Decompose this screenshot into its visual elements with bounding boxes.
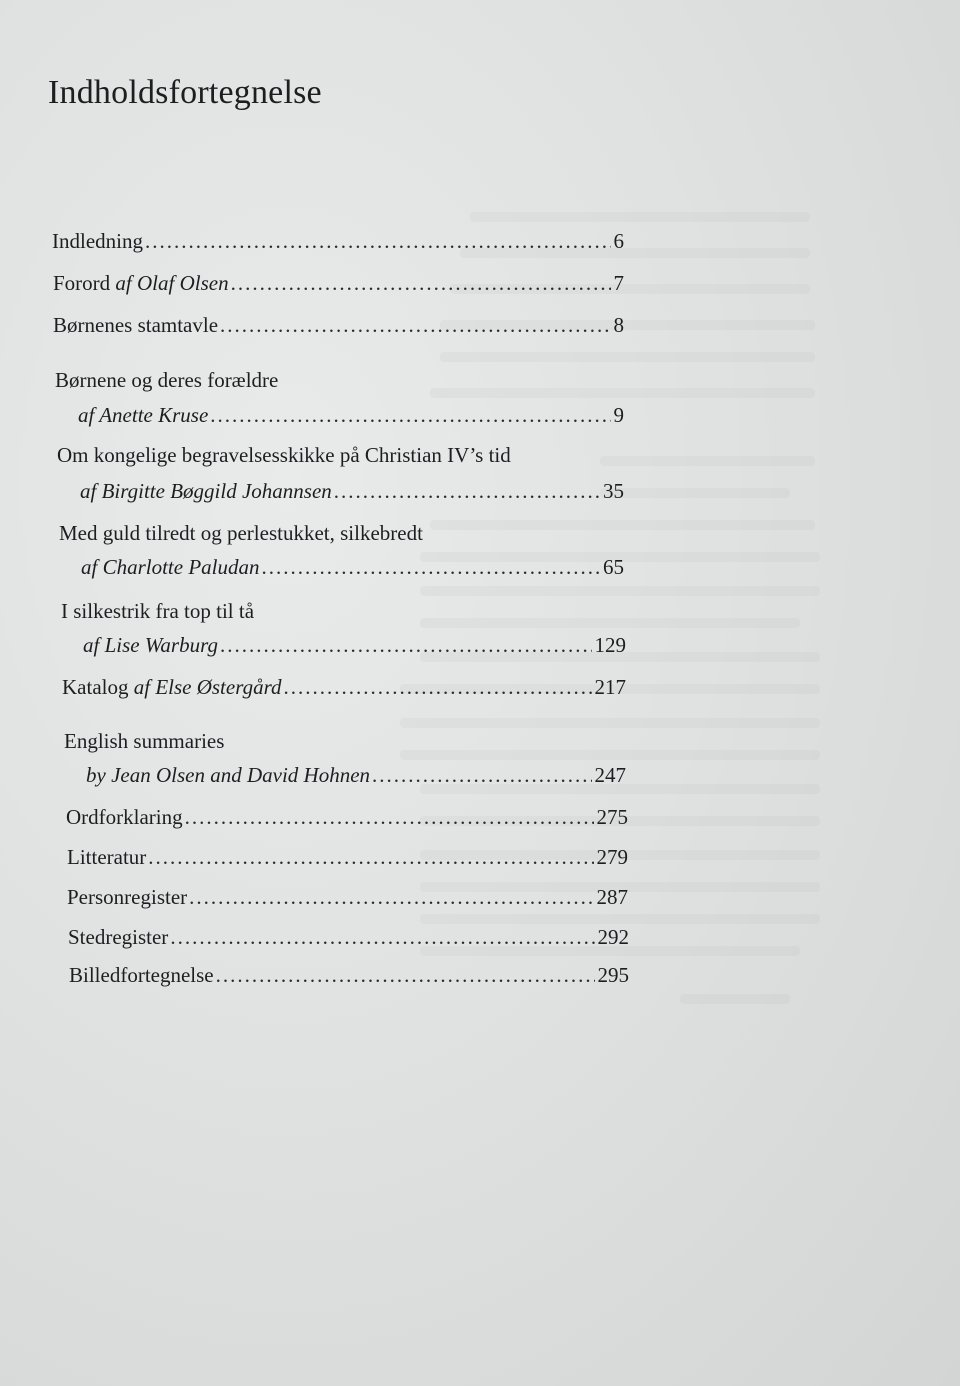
dot-leader — [220, 632, 592, 658]
toc-page-number: 7 — [613, 271, 624, 295]
toc-entry-begravelse — [80, 478, 624, 504]
toc-entry-billedfortegnelse — [69, 962, 629, 988]
toc-page-number: 9 — [613, 403, 624, 427]
toc-entry-stedregister — [68, 924, 629, 950]
dot-leader — [210, 402, 610, 428]
toc-entry-label: Katalog — [62, 675, 134, 699]
toc-entry-heading: I silkestrik fra top til tå — [61, 599, 255, 623]
toc-entry-author: af Else Østergård — [133, 675, 282, 699]
toc-entry-foraeldre — [78, 402, 624, 428]
toc-entry-forord — [53, 270, 624, 296]
dot-leader — [220, 312, 610, 338]
toc-entry-author: af Lise Warburg — [83, 633, 218, 657]
toc-entry-author: af Anette Kruse — [78, 403, 209, 427]
dot-leader — [372, 762, 591, 788]
dot-leader — [334, 478, 600, 504]
dot-leader — [262, 554, 601, 580]
toc-entry-litteratur — [67, 844, 628, 870]
toc-entry-english — [86, 762, 626, 788]
toc-entry-heading: English summaries — [64, 729, 225, 753]
toc-entry-label: Personregister — [67, 885, 188, 909]
toc-page-number: 295 — [597, 963, 629, 987]
toc-entry-katalog — [62, 674, 626, 700]
page-title: Indholdsfortegnelse — [48, 74, 322, 111]
toc-entry-personregister — [67, 884, 628, 910]
dot-leader — [189, 884, 593, 910]
dot-leader — [170, 924, 594, 950]
toc-page-number: 6 — [613, 229, 624, 253]
toc-entry-label: Litteratur — [67, 845, 147, 869]
toc-entry-indledning — [52, 228, 624, 254]
toc-entry-label: Ordforklaring — [66, 805, 183, 829]
toc-entry-ordforklaring — [66, 804, 628, 830]
dot-leader — [185, 804, 594, 830]
toc-entry-label: Stedregister — [68, 925, 169, 949]
toc-page-number: 292 — [597, 925, 629, 949]
toc-entry-label: Børnenes stamtavle — [53, 313, 219, 337]
toc-entry-author: af Olaf Olsen — [115, 271, 229, 295]
dot-leader — [284, 674, 592, 700]
dot-leader — [231, 270, 611, 296]
dot-leader — [216, 962, 595, 988]
toc-entry-stamtavle — [53, 312, 624, 338]
dot-leader — [145, 228, 611, 254]
toc-entry-heading: Med guld tilredt og perlestukket, silkebredt — [59, 521, 423, 545]
toc-entry-author: af Birgitte Bøggild Johannsen — [80, 479, 332, 503]
toc-entry-heading: Børnene og deres forældre — [55, 368, 279, 392]
toc-page-number: 217 — [594, 675, 626, 699]
toc-page-number: 65 — [603, 555, 624, 579]
toc-entry-guld — [81, 554, 624, 580]
toc-entry-author: by Jean Olsen and David Hohnen — [86, 763, 371, 787]
toc-entry-author: af Charlotte Paludan — [81, 555, 260, 579]
toc-page-number: 275 — [596, 805, 628, 829]
toc-page-number: 279 — [596, 845, 628, 869]
toc-entry-label: Billedfortegnelse — [69, 963, 214, 987]
toc-entry-label: Indledning — [52, 229, 143, 253]
toc-page-number: 35 — [603, 479, 624, 503]
dot-leader — [148, 844, 593, 870]
toc-page-number: 129 — [594, 633, 626, 657]
toc-page-number: 247 — [594, 763, 626, 787]
toc-page-number: 8 — [613, 313, 624, 337]
toc-entry-label: Forord — [53, 271, 116, 295]
toc-page-number: 287 — [596, 885, 628, 909]
toc-entry-silkestrik — [83, 632, 626, 658]
toc-entry-heading: Om kongelige begravelsesskikke på Christian IV’s tid — [57, 443, 511, 467]
